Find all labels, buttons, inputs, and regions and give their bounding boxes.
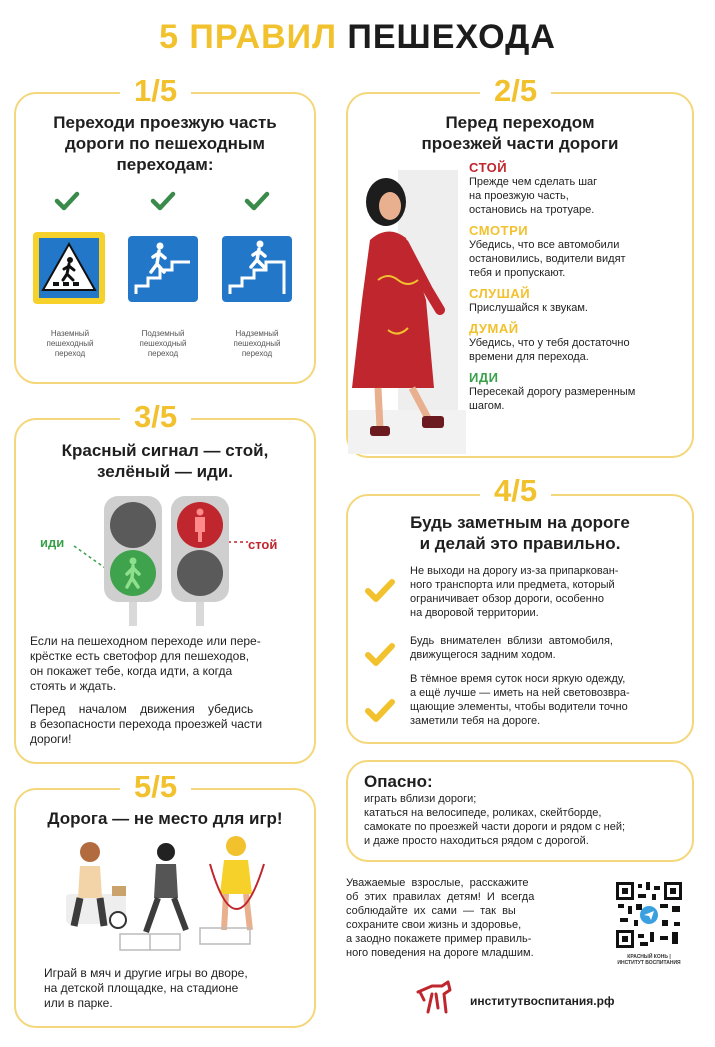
check-icon [54,190,80,212]
rule2-number: 2/5 [480,74,551,108]
check-icon [364,698,396,724]
off-lamp [177,550,223,596]
step-go: ИДИ Пересекай дорогу размеренным шагом. [469,370,636,412]
check-icon [244,190,270,212]
danger-list: играть вблизи дороги; кататься на велосипеде, роликах, скейтборде, самокате по проезжей части дороги и рядом с ней; и даже просто находиться рядом с дорогой. [364,793,626,847]
rule2-heading: Перед переходом проезжей части дороги [421,113,619,153]
rule5-number: 5/5 [120,770,191,804]
traffic-light-pole [196,600,204,626]
rule3-heading: Красный сигнал — стой, зелёный — иди. [61,441,269,481]
rule4-item: В тёмное время суток носи яркую одежду, а ещё лучше — иметь на ней световозвра- щающие элементы, чтобы водители точно заметили тебя на дороге. [410,673,630,727]
sign-caption: Наземный пешеходный переход [46,329,94,358]
sign-caption: Надземный пешеходный переход [233,329,281,358]
page-title [0,18,715,57]
rule4-item: Будь внимателен вблизи автомобиля, движущегося задним ходом. [410,635,613,661]
rule2-steps [469,160,691,413]
traffic-light-pole [129,600,137,626]
check-icon [364,642,396,668]
underground-crossing-sign-icon [128,236,198,302]
sign-caption: Подземный пешеходный переход [139,329,187,358]
step-look: СМОТРИ Убедись, что все автомобили остановились, водители видят тебя и пропускают. [469,223,626,279]
walking-woman-illustration [348,160,468,456]
rule4-heading: Будь заметным на дороге и делай это правильно. [410,513,630,553]
off-lamp [110,502,156,548]
rule4-number: 4/5 [480,474,551,508]
green-lamp-icon [110,550,156,596]
red-lamp-icon [177,502,223,548]
danger-heading: Опасно: [364,772,433,791]
rule3-number: 3/5 [120,400,191,434]
rule3-paragraph1: Если на пешеходном переходе или пере- крёстке есть светофор для пешеходов, он покажет тебе, когда идти, а когда стоять и ждать. [30,634,261,693]
pedestrian-crossing-sign-icon [33,232,105,304]
playing-children-illustration [60,834,280,954]
step-think: ДУМАЙ Убедись, что у тебя достаточно времени для перехода. [469,321,630,363]
rule3-paragraph2: Перед началом движения убедись в безопасности перехода проезжей части дороги! [30,702,263,746]
qr-caption: КРАСНЫЙ КОНЬ | ИНСТИТУТ ВОСПИТАНИЯ [617,954,681,966]
go-label: иди [40,535,65,550]
stop-label: стой [248,537,278,552]
title-part1: 5 ПРАВИЛ [159,18,337,56]
rule1-number: 1/5 [120,74,191,108]
step-listen: СЛУШАЙ Прислушайся к звукам. [469,286,588,314]
rule1-heading: Переходи проезжую часть дороги по пешеходным переходам: [53,113,277,174]
adults-note: Уважаемые взрослые, расскажите об этих правилах детям! И всегда соблюдайте их сами — так вы сохраните свои жизнь и здоровье, а заодно покажете пример правиль- ного поведения на дороге младшим. [346,877,535,959]
rule5-paragraph: Играй в мяч и другие игры во дворе, на детской площадке, на стадионе или в парке. [44,966,248,1010]
go-traffic-light [104,496,162,602]
check-icon [364,578,396,604]
rule4-item: Не выходи на дорогу из-за припаркован- ного транспорта или предмета, который ограничивает обзор дороги, особенно на дворовой территории. [410,565,619,619]
overhead-crossing-sign-icon [222,236,292,302]
rule5-heading: Дорога — не место для игр! [47,809,283,828]
step-stop: СТОЙ Прежде чем сделать шаг на проезжую часть, остановись на тротуаре. [469,160,598,216]
red-horse-logo [414,978,454,1018]
footer-site-link[interactable]: институтвоспитания.рф [470,994,615,1008]
check-icon [150,190,176,212]
qr-code-icon [614,880,684,950]
stop-traffic-light [171,496,229,602]
title-part2: ПЕШЕХОДА [347,18,556,56]
